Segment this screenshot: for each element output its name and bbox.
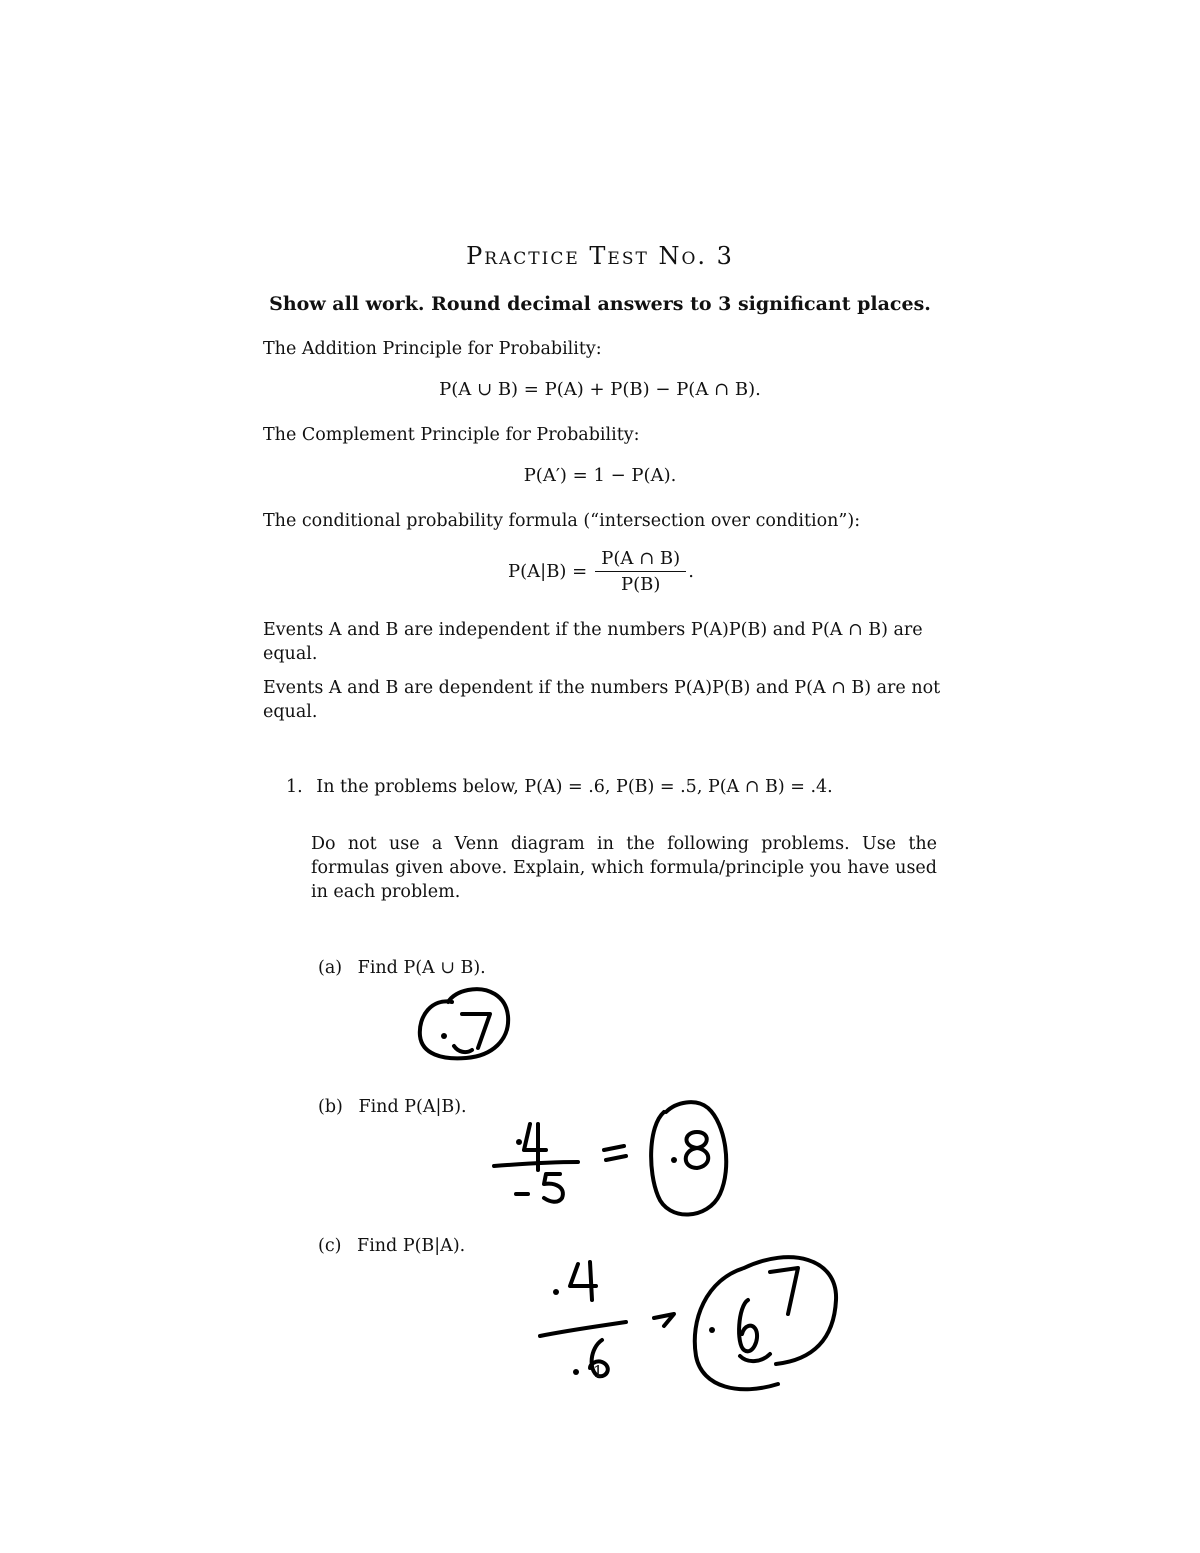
part-a-text: Find P(A ∪ B). bbox=[357, 958, 486, 978]
conditional-period: . bbox=[688, 561, 694, 582]
page-title: Practice Test No. 3 bbox=[466, 242, 734, 270]
answer-a-ink bbox=[420, 989, 508, 1058]
dependent-definition: Events A and B are dependent if the numbers P(A)P(B) and P(A ∩ B) are not equal. bbox=[263, 678, 941, 722]
complement-formula: P(A′) = 1 − P(A). bbox=[523, 465, 677, 486]
work-c-ink bbox=[540, 1262, 674, 1376]
part-b-label: (b) bbox=[318, 1097, 343, 1117]
part-a-label: (a) bbox=[318, 958, 343, 978]
problem-note: Do not use a Venn diagram in the following problems. Use the formulas given above. Explain, which formula/principle you have used in each problem. bbox=[311, 834, 937, 902]
part-c-label: (c) bbox=[318, 1236, 342, 1256]
conditional-numerator: P(A ∩ B) bbox=[595, 548, 686, 572]
instructions: Show all work. Round decimal answers to 3 significant places. bbox=[269, 293, 931, 315]
part-c-text: Find P(B|A). bbox=[357, 1236, 466, 1256]
addition-principle-label: The Addition Principle for Probability: bbox=[263, 339, 602, 359]
problem-statement: In the problems below, P(A) = .6, P(B) = .5, P(A ∩ B) = .4. bbox=[316, 777, 833, 797]
conditional-formula-label: The conditional probability formula (“intersection over condition”): bbox=[263, 511, 861, 531]
complement-principle-label: The Complement Principle for Probability: bbox=[263, 425, 640, 445]
problem-number: 1. bbox=[286, 777, 303, 797]
conditional-denominator: P(B) bbox=[621, 574, 661, 595]
work-b-ink bbox=[494, 1124, 626, 1202]
independent-definition: Events A and B are independent if the numbers P(A)P(B) and P(A ∩ B) are equal. bbox=[263, 620, 923, 664]
answer-b-ink bbox=[651, 1102, 726, 1214]
part-b-text: Find P(A|B). bbox=[358, 1097, 467, 1117]
answer-c-ink bbox=[695, 1257, 836, 1389]
page-number: 1 bbox=[593, 1362, 604, 1381]
conditional-lhs: P(A|B) = bbox=[508, 561, 588, 582]
addition-formula: P(A ∪ B) = P(A) + P(B) − P(A ∩ B). bbox=[439, 379, 761, 400]
